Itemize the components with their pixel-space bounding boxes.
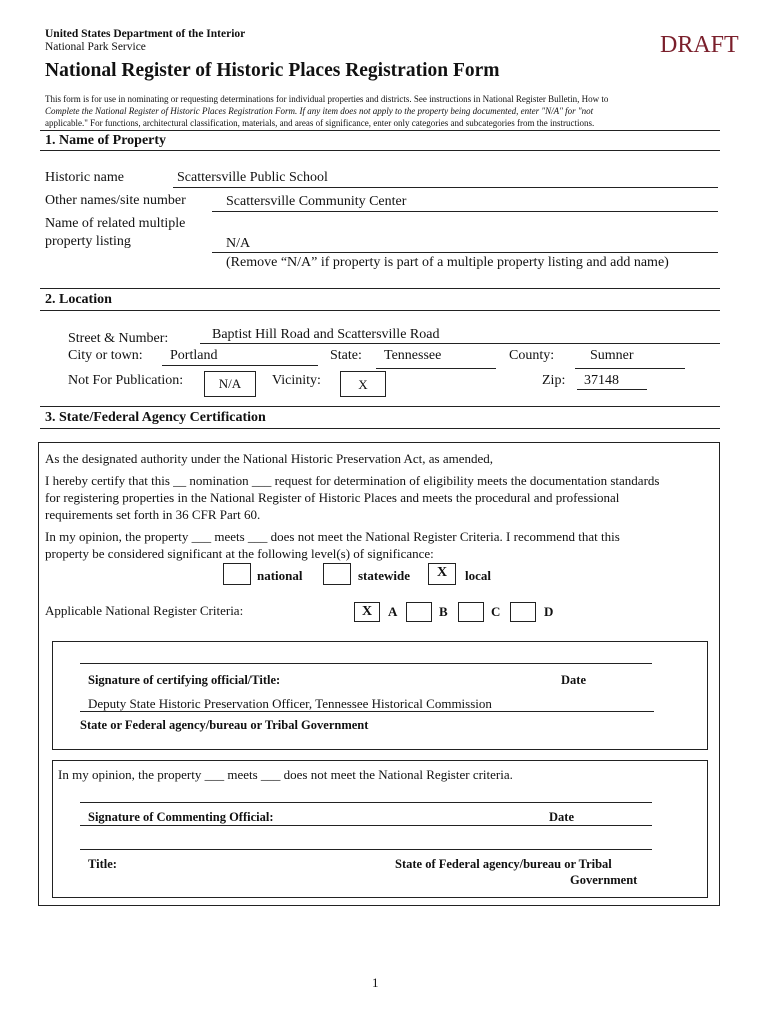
section-divider — [40, 310, 720, 311]
department-name: United States Department of the Interior — [45, 28, 246, 40]
county-field[interactable]: Sumner — [590, 348, 634, 363]
page-number: 1 — [372, 975, 379, 990]
comment-opinion-text: In my opinion, the property ___ meets ___ does not meet the National Register criteria. — [58, 767, 513, 782]
field-underline — [80, 711, 654, 712]
field-underline — [376, 368, 496, 369]
comment-date-label: Date — [549, 810, 574, 824]
section-divider — [40, 428, 720, 429]
criterion-b-checkbox[interactable] — [406, 602, 432, 622]
comment-signature-label: Signature of Commenting Official: — [88, 810, 274, 824]
criterion-b-label: B — [439, 604, 448, 619]
section-3-heading: 3. State/Federal Agency Certification — [45, 410, 266, 425]
authority-text: As the designated authority under the National Historic Preservation Act, as amended, — [45, 451, 494, 466]
intro-line-1: This form is for use in nominating or requesting determinations for individual properties and districts. See instructions in National Register Bulletin, How to — [45, 94, 609, 104]
opinion-line-2: property be considered significant at the following level(s) of significance: — [45, 546, 434, 561]
historic-name-field[interactable]: Scattersville Public School — [177, 170, 328, 185]
certify-line-1: I hereby certify that this __ nomination ___ request for determination of eligibility meets the documentation standards — [45, 473, 660, 488]
state-label: State: — [330, 348, 362, 363]
section-1-heading: 1. Name of Property — [45, 133, 167, 148]
other-names-label: Other names/site number — [45, 193, 186, 208]
related-listing-note: (Remove “N/A” if property is part of a multiple property listing and add name) — [226, 255, 669, 270]
draft-watermark: DRAFT — [660, 32, 739, 58]
criterion-d-label: D — [544, 604, 554, 619]
nfp-field[interactable]: N/A — [204, 371, 256, 397]
criterion-c-checkbox[interactable] — [458, 602, 484, 622]
section-divider — [40, 288, 720, 289]
local-label: local — [465, 568, 491, 583]
section-divider — [40, 130, 720, 131]
historic-name-label: Historic name — [45, 170, 124, 185]
date-label: Date — [561, 673, 586, 687]
section-divider — [40, 406, 720, 407]
national-checkbox[interactable] — [223, 563, 251, 585]
certify-line-3: requirements set forth in 36 CFR Part 60. — [45, 507, 261, 522]
national-label: national — [257, 568, 303, 583]
criterion-a-label: A — [388, 604, 398, 619]
signature-line[interactable] — [80, 802, 652, 803]
criterion-c-label: C — [491, 604, 501, 619]
field-underline — [212, 252, 718, 253]
field-underline — [173, 187, 718, 188]
state-field[interactable]: Tennessee — [384, 348, 442, 363]
related-listing-label-1: Name of related multiple — [45, 216, 186, 231]
street-label: Street & Number: — [68, 331, 169, 346]
other-names-field[interactable]: Scattersville Community Center — [226, 194, 407, 209]
criteria-label: Applicable National Register Criteria: — [45, 603, 244, 618]
zip-field[interactable]: 37148 — [584, 373, 619, 388]
vicinity-label: Vicinity: — [272, 373, 321, 388]
statewide-label: statewide — [358, 568, 410, 583]
statewide-checkbox[interactable] — [323, 563, 351, 585]
local-checkbox[interactable]: X — [428, 563, 456, 585]
official-title-field[interactable]: Deputy State Historic Preservation Officer, Tennessee Historical Commission — [88, 696, 492, 711]
related-listing-label-2: property listing — [45, 234, 131, 249]
comment-agency-label-1: State of Federal agency/bureau or Tribal — [395, 857, 612, 871]
form-title: National Register of Historic Places Registration Form — [45, 60, 500, 81]
signature-label: Signature of certifying official/Title: — [88, 673, 281, 687]
zip-label: Zip: — [542, 373, 566, 388]
service-name: National Park Service — [45, 41, 146, 53]
opinion-line-1: In my opinion, the property ___ meets ___ does not meet the National Register Criteria. I recommend that this — [45, 529, 620, 544]
field-underline — [80, 825, 652, 826]
agency-label: State or Federal agency/bureau or Tribal Government — [80, 718, 369, 732]
title-line[interactable] — [80, 849, 652, 850]
county-label: County: — [509, 348, 555, 363]
field-underline — [200, 343, 720, 344]
nfp-label: Not For Publication: — [68, 373, 184, 388]
intro-line-3: applicable." For functions, architectural classification, materials, and areas of significance, enter only categories and subcategories from the instructions. — [45, 118, 595, 128]
section-2-heading: 2. Location — [45, 292, 112, 307]
field-underline — [577, 389, 647, 390]
city-label: City or town: — [68, 348, 143, 363]
street-field[interactable]: Baptist Hill Road and Scattersville Road — [212, 327, 440, 342]
comment-agency-label-2: Government — [570, 873, 638, 887]
field-underline — [575, 368, 685, 369]
field-underline — [162, 365, 318, 366]
title-label: Title: — [88, 857, 117, 871]
intro-line-2: Complete the National Register of Historic Places Registration Form. If any item does not apply to the property being documented, enter "N/A" for "not — [45, 106, 594, 116]
city-field[interactable]: Portland — [170, 348, 218, 363]
field-underline — [212, 211, 718, 212]
section-divider — [40, 150, 720, 151]
related-listing-field[interactable]: N/A — [226, 236, 251, 251]
criterion-d-checkbox[interactable] — [510, 602, 536, 622]
criterion-a-checkbox[interactable]: X — [354, 602, 380, 622]
vicinity-field[interactable]: X — [340, 371, 386, 397]
certify-line-2: for registering properties in the National Register of Historic Places and meets the procedural and professional — [45, 490, 620, 505]
signature-line[interactable] — [80, 663, 652, 664]
